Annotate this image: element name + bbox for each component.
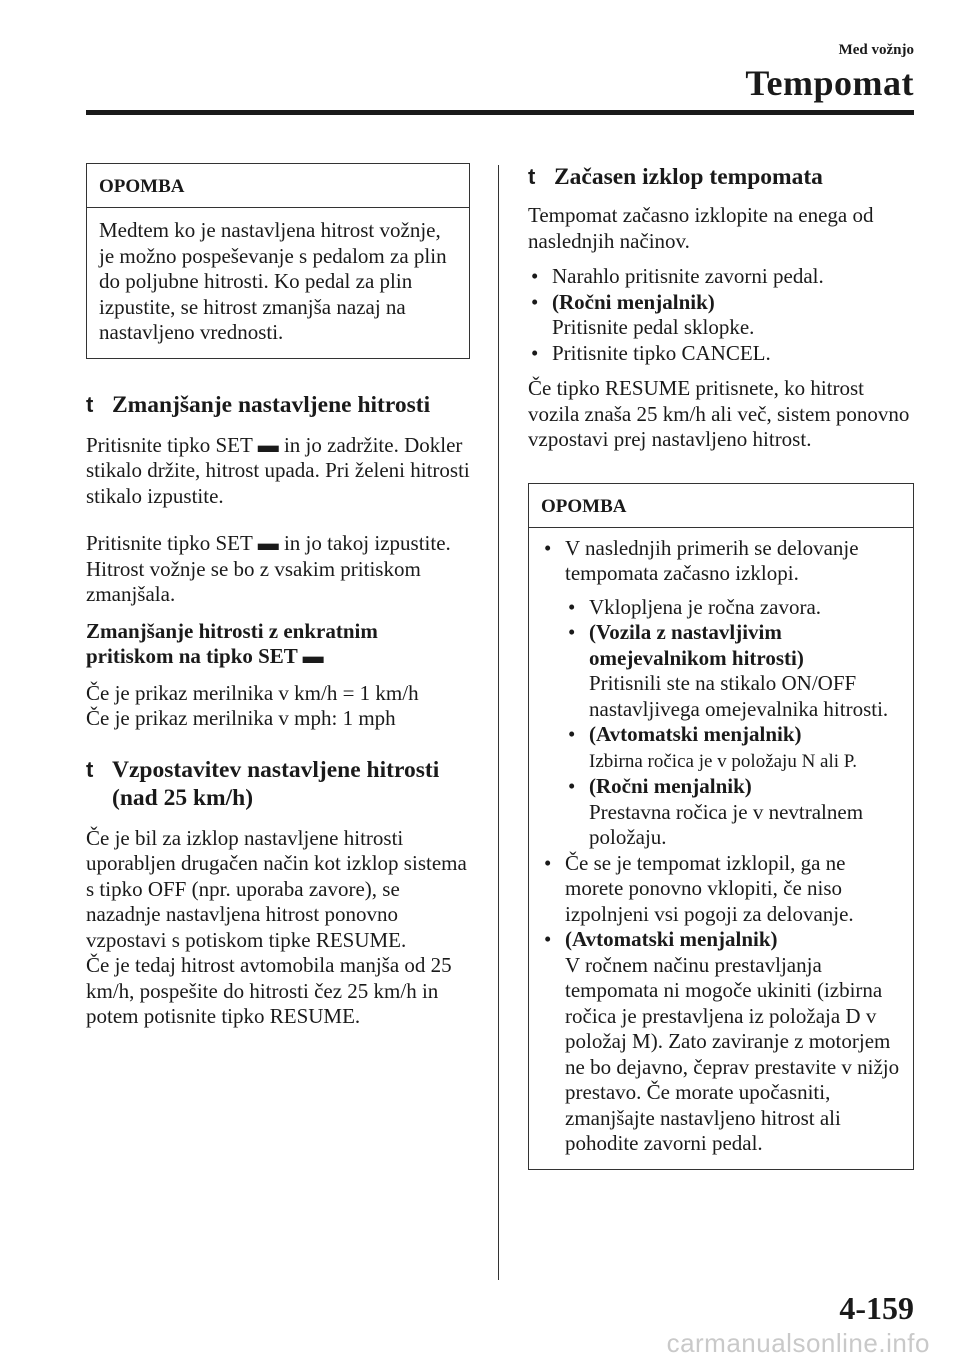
bullet-icon: •	[544, 927, 552, 951]
list-item: • Narahlo pritisnite zavorni pedal.	[531, 264, 824, 288]
list-item: • Vklopljena je ročna zavora.	[568, 594, 822, 619]
paragraph: Če tipko RESUME pritisnete, ko hitrost vozila znaša 25 km/h ali več, sistem ponovno vzpostavi prej nastavljeno hitrost.	[528, 376, 910, 451]
section-marker-icon: t	[86, 756, 94, 782]
bullet-list	[541, 536, 901, 1157]
note-text: Medtem ko je nastavljena hitrost vožnje, je možno pospeševanje s pedalom za plin do poljubne hitrosti. Ko pedal za plin izpustite, se hitrost zmanjša nazaj na nastavljeno vrednosti.	[99, 218, 447, 344]
bullet-list	[528, 264, 914, 366]
section-marker-icon: t	[528, 164, 536, 189]
sub-bullet-list	[565, 595, 901, 851]
note-box	[86, 163, 470, 359]
list-item: • Če se je tempomat izklopil, ga ne morete ponovno vklopiti, če niso izpolnjeni vsi pogoji za delovanje.	[544, 850, 854, 926]
paragraph: Tempomat začasno izklopite na enega od naslednjih načinov.	[528, 203, 874, 253]
section-marker-icon: t	[86, 391, 94, 417]
running-header-title: Tempomat	[745, 63, 914, 103]
note-box	[528, 483, 914, 1170]
bullet-icon: •	[531, 264, 539, 288]
section-heading-resume: t Vzpostavitev nastavljene hitrosti (nad 25 km/h)	[86, 756, 440, 811]
section-heading-temporary-off: t Začasen izklop tempomata	[528, 164, 823, 190]
paragraph: Če je prikaz merilnika v km/h = 1 km/h	[86, 680, 419, 705]
bullet-icon: •	[544, 850, 552, 875]
subheading: Zmanjšanje hitrosti z enkratnim pritiskom na tipko SET ▬	[86, 618, 378, 668]
bullet-icon: •	[568, 774, 576, 798]
list-item: • (Ročni menjalnik) Pritisnite pedal sklopke.	[531, 289, 755, 339]
paragraph: Če je bil za izklop nastavljene hitrosti uporabljen drugačen način kot izklop sistema s tipko OFF (npr. uporaba zavore), se nazadnje nastavljena hitrost ponovno vzpostavi s potiskom tipke RESUME.	[86, 825, 467, 952]
paragraph: Če je prikaz merilnika v mph: 1 mph	[86, 706, 396, 730]
note-heading: OPOMBA	[529, 484, 913, 528]
list-item: • (Avtomatski menjalnik) V ročnem načinu prestavljanja tempomata ni mogoče ukiniti (izbirna ročica je prestavljena iz položaja D v položaj M). Zato zaviranje z motorjem ne bo dejavno, čeprav prestavite v nižjo prestavo. Če morate upočasniti, zmanjšajte nastavljeno hitrost ali pohodite zavorni pedal.	[544, 927, 900, 1155]
right-column	[528, 163, 914, 1170]
bullet-icon: •	[568, 620, 576, 644]
bullet-icon: •	[544, 535, 552, 560]
list-item: • V naslednjih primerih se delovanje tempomata začasno izklopi. • Vklopljena je ročna zavora. • (Vozila z nastavljivim omejevalnikom hitrosti) Pritisnili ste na stikalo ON/OFF nastavljivega omejevalnika hitrosti. • (Avtomatski menjalnik) Izbirna ročica je v položaju N ali P. • (Ročni menjalnik) Prestavna ročica je v nevtralnem položaju.	[541, 536, 901, 851]
paragraph: Pritisnite tipko SET ▬ in jo takoj izpustite. Hitrost vožnje se bo z vsakim pritiskom zmanjšala.	[86, 531, 451, 606]
paragraph: Če je tedaj hitrost avtomobila manjša od 25 km/h, pospešite do hitrosti čez 25 km/h in potem potisnite tipko RESUME.	[86, 953, 452, 1028]
note-heading: OPOMBA	[87, 164, 469, 208]
list-item: • (Avtomatski menjalnik) Izbirna ročica je v položaju N ali P.	[568, 722, 858, 772]
list-item: • (Ročni menjalnik) Prestavna ročica je v nevtralnem položaju.	[568, 774, 864, 849]
column-divider	[498, 165, 499, 1280]
bullet-icon: •	[531, 340, 539, 365]
bullet-icon: •	[568, 722, 576, 746]
left-column	[86, 163, 470, 1030]
paragraph: Pritisnite tipko SET ▬ in jo zadržite. Dokler stikalo držite, hitrost upada. Pri želeni hitrosti stikalo izpustite.	[86, 432, 470, 508]
bullet-icon: •	[531, 289, 539, 314]
section-heading-decrease: t Zmanjšanje nastavljene hitrosti	[86, 391, 431, 418]
watermark-site: carmanualsonline.info	[666, 1328, 930, 1358]
list-item: • Pritisnite tipko CANCEL.	[531, 340, 771, 365]
page-number: 4-159	[839, 1290, 914, 1326]
running-header-section: Med vožnjo	[838, 42, 914, 58]
list-item: • (Vozila z nastavljivim omejevalnikom hitrosti) Pritisnili ste na stikalo ON/OFF nastavljivega omejevalnika hitrosti.	[568, 620, 889, 721]
header-rule	[86, 110, 914, 115]
bullet-icon: •	[568, 594, 576, 619]
